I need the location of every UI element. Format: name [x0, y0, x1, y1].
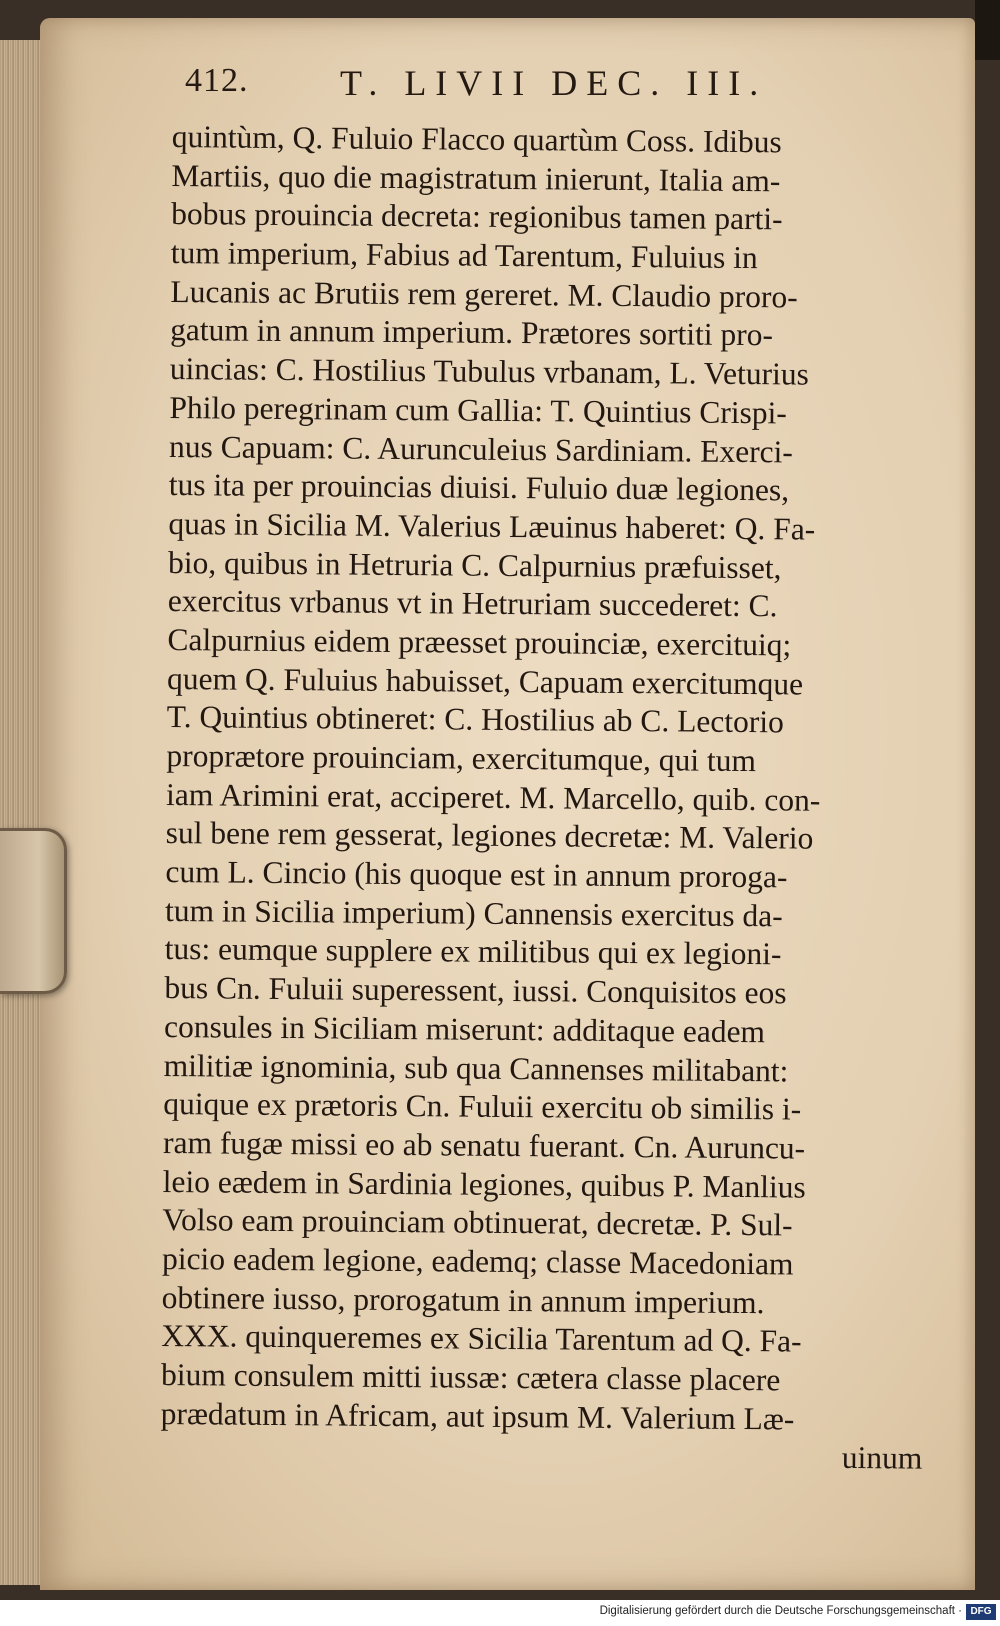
- text-line: prædatum in Africam, aut ipsum M. Valerium Læ-: [160, 1395, 795, 1437]
- cover-edge: [975, 0, 1000, 60]
- dfg-logo: DFG: [966, 1604, 996, 1620]
- text-line: nus Capuam: C. Aurunculeius Sardiniam. Exerci-: [168, 428, 794, 469]
- text-line: quintùm, Q. Fuluio Flacco quartùm Coss. Idibus: [171, 118, 782, 160]
- text-line: Calpurnius eidem præesset prouinciæ, exercituiq;: [167, 621, 792, 663]
- text-line: tum imperium, Fabius ad Tarentum, Fuluius in: [170, 235, 758, 276]
- text-line: cum L. Cincio (his quoque est in annum proroga-: [165, 854, 788, 895]
- text-line: iam Arimini erat, acciperet. M. Marcello, quib. con-: [165, 776, 821, 818]
- text-line: Philo peregrinam cum Gallia: T. Quintius Crispi-: [169, 389, 787, 431]
- text-line: bium consulem mitti iussæ: cætera classe placere: [160, 1356, 781, 1398]
- text-line: gatum in annum imperium. Prætores sortiti pro-: [169, 312, 774, 353]
- text-line: tus: eumque supplere ex militibus qui ex legioni-: [164, 931, 782, 972]
- text-line: consules in Siciliam miserunt: additaque eadem: [163, 1008, 766, 1050]
- text-line: quas in Sicilia M. Valerius Læuinus haberet: Q. Fa-: [168, 505, 816, 547]
- text-line: quem Q. Fuluius habuisset, Capuam exercitumque: [166, 660, 804, 702]
- funding-credit: Digitalisierung gefördert durch die Deutsche Forschungsgemeinschaft ·: [599, 1605, 962, 1617]
- page-clip: [0, 828, 67, 994]
- running-head: [185, 62, 845, 108]
- text-line: obtinere iusso, prorogatum in annum imperium.: [161, 1279, 765, 1320]
- text-line: leio eædem in Sardinia legiones, quibus P. Manlius: [162, 1163, 806, 1205]
- page-number: 412.: [185, 62, 249, 99]
- text-line: sul bene rem gesserat, legiones decretæ: M. Valerio: [165, 815, 814, 856]
- digitization-footer: [0, 1600, 1000, 1626]
- text-line: ram fugæ missi eo ab senatu fuerant. Cn. Auruncu-: [162, 1124, 806, 1166]
- body-text: [160, 118, 942, 1479]
- text-line: tum in Sicilia imperium) Cannensis exercitus da-: [164, 892, 783, 934]
- text-line: proprætore prouinciam, exercitumque, qui tum: [166, 737, 757, 779]
- text-line: bobus prouincia decreta: regionibus tamen parti-: [171, 196, 783, 237]
- text-line: Lucanis ac Brutiis rem gereret. M. Claudio proro-: [170, 273, 798, 315]
- text-line: exercitus vrbanus vt in Hetruriam succederet: C.: [167, 583, 778, 624]
- text-line: picio eadem legione, eademq; classe Macedoniam: [161, 1240, 794, 1282]
- text-line: XXX. quinqueremes ex Sicilia Tarentum ad Q. Fa-: [161, 1318, 802, 1359]
- text-line: uincias: C. Hostilius Tubulus vrbanam, L. Veturius: [169, 351, 810, 392]
- text-line: bio, quibus in Hetruria C. Calpurnius præfuisset,: [167, 544, 782, 585]
- text-line: tus ita per prouincias diuisi. Fuluio duæ legiones,: [168, 467, 790, 508]
- text-line: Martiis, quo die magistratum inierunt, Italia am-: [171, 157, 781, 198]
- text-line: Volso eam prouinciam obtinuerat, decretæ. P. Sul-: [162, 1202, 793, 1243]
- text-line: quique ex prætoris Cn. Fuluii exercitu ob similis i-: [163, 1086, 802, 1127]
- text-line: T. Quintius obtineret: C. Hostilius ab C. Lectorio: [166, 699, 785, 740]
- text-line: bus Cn. Fuluii superessent, iussi. Conquisitos eos: [164, 970, 787, 1011]
- catchword: uinum: [841, 1440, 923, 1476]
- text-line: militiæ ignominia, sub qua Cannenses militabant:: [163, 1047, 789, 1088]
- running-title: T. LIVII DEC. III.: [340, 63, 768, 103]
